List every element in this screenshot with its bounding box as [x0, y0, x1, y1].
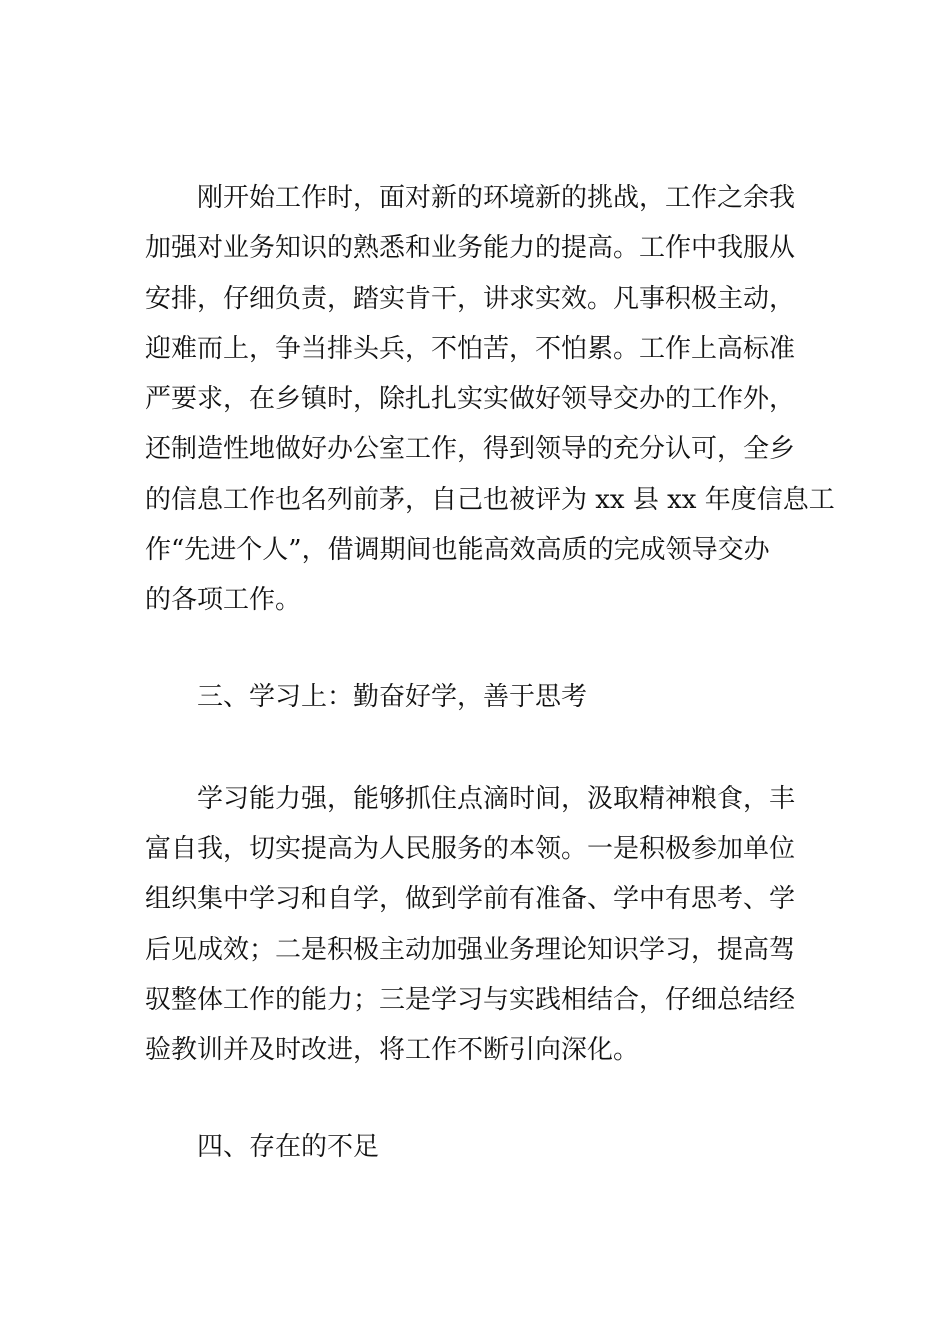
text-line: 还制造性地做好办公室工作，得到领导的充分认可，全乡 [145, 434, 796, 464]
text-line: 迎难而上，争当排头兵，不怕苦，不怕累。工作上高标准 [145, 334, 796, 364]
text-line: 严要求，在乡镇时，除扎扎实实做好领导交办的工作外， [145, 384, 796, 414]
text-line: 后见成效；二是积极主动加强业务理论知识学习，提高驾 [145, 935, 796, 965]
text-line: 富自我，切实提高为人民服务的本领。一是积极参加单位 [145, 834, 796, 864]
text-line: 刚开始工作时，面对新的环境新的挑战，工作之余我 [197, 183, 796, 213]
text-line: 安排，仔细负责，踏实肯干，讲求实效。凡事积极主动， [145, 284, 796, 314]
text-line: 的信息工作也名列前茅，自己也被评为 xx 县 xx 年度信息工 [145, 485, 835, 515]
text-line: 加强对业务知识的熟悉和业务能力的提高。工作中我服从 [145, 233, 796, 263]
text-line: 组织集中学习和自学，做到学前有准备、学中有思考、学 [145, 884, 796, 914]
text-line: 学习能力强，能够抓住点滴时间，汲取精神粮食，丰 [197, 784, 796, 814]
section-heading-study: 三、学习上：勤奋好学，善于思考 [197, 682, 588, 712]
text-line: 验教训并及时改进，将工作不断引向深化。 [145, 1035, 640, 1065]
section-heading-shortcomings: 四、存在的不足 [197, 1132, 380, 1162]
text-line: 作“先进个人”，借调期间也能高效高质的完成领导交办 [145, 535, 770, 565]
text-line: 驭整体工作的能力；三是学习与实践相结合，仔细总结经 [145, 985, 796, 1015]
text-line: 的各项工作。 [145, 585, 302, 615]
